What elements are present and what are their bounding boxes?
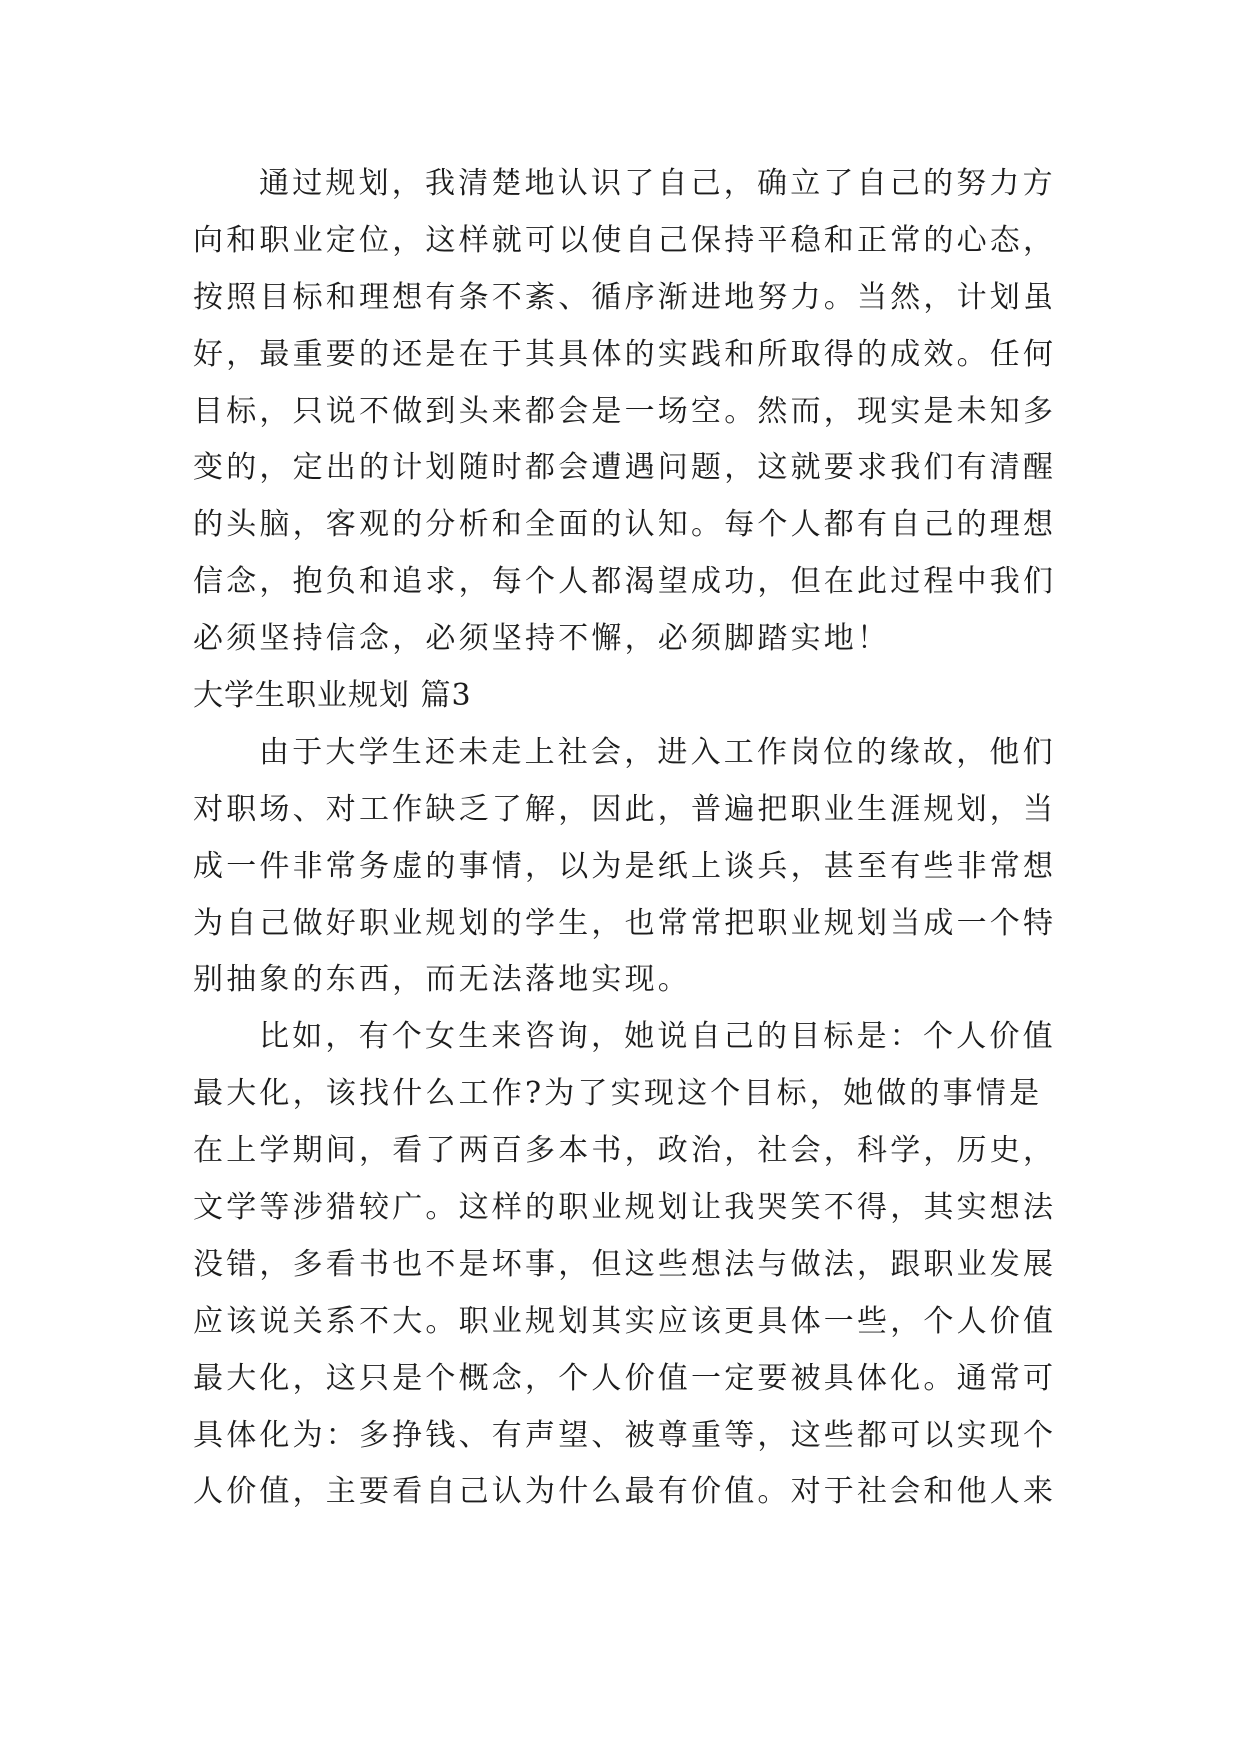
text-line: 为自己做好职业规划的学生，也常常把职业规划当成一个特 (193, 905, 1057, 941)
text-line: 按照目标和理想有条不紊、循序渐进地努力。当然，计划虽 (193, 279, 1057, 315)
text-line: 最大化，该找什么工作?为了实现这个目标，她做的事情是 (193, 1076, 1043, 1112)
text-line: 目标，只说不做到头来都会是一场空。然而，现实是未知多 (193, 393, 1057, 429)
text-line: 必须坚持信念，必须坚持不懈，必须脚踏实地！ (193, 621, 891, 657)
text-line: 由于大学生还未走上社会，进入工作岗位的缘故，他们 (259, 734, 1056, 770)
section-heading: 大学生职业规划 篇3 (193, 678, 472, 714)
text-line: 文学等涉猎较广。这样的职业规划让我哭笑不得，其实想法 (193, 1190, 1057, 1226)
text-line: 变的，定出的计划随时都会遭遇问题，这就要求我们有清醒 (193, 450, 1057, 486)
document-body (193, 156, 1057, 1521)
text-line: 应该说关系不大。职业规划其实应该更具体一些，个人价值 (193, 1303, 1057, 1339)
text-line: 好，最重要的还是在于其具体的实践和所取得的成效。任何 (193, 336, 1057, 372)
text-line: 在上学期间，看了两百多本书，政治，社会，科学，历史， (193, 1133, 1057, 1169)
text-line: 的头脑，客观的分析和全面的认知。每个人都有自己的理想 (193, 507, 1057, 543)
text-line: 别抽象的东西，而无法落地实现。 (193, 962, 691, 998)
text-line: 成一件非常务虚的事情，以为是纸上谈兵，甚至有些非常想 (193, 848, 1057, 884)
paragraph-3 (193, 1009, 1057, 1521)
text-line: 向和职业定位，这样就可以使自己保持平稳和正常的心态， (193, 222, 1057, 258)
text-line: 没错，多看书也不是坏事，但这些想法与做法，跟职业发展 (193, 1246, 1057, 1282)
paragraph-continued (193, 156, 1057, 668)
text-line: 最大化，这只是个概念，个人价值一定要被具体化。通常可 (193, 1360, 1057, 1396)
text-line: 通过规划，我清楚地认识了自己，确立了自己的努力方 (259, 166, 1056, 201)
text-line: 比如，有个女生来咨询，她说自己的目标是：个人价值 (259, 1019, 1056, 1055)
text-line: 具体化为：多挣钱、有声望、被尊重等，这些都可以实现个 (193, 1417, 1057, 1453)
paragraph-2 (193, 725, 1057, 1009)
text-line: 人价值，主要看自己认为什么最有价值。对于社会和他人来 (193, 1474, 1057, 1510)
text-line: 对职场、对工作缺乏了解，因此，普遍把职业生涯规划，当 (193, 791, 1057, 827)
text-line: 信念，抱负和追求，每个人都渴望成功，但在此过程中我们 (193, 564, 1057, 600)
